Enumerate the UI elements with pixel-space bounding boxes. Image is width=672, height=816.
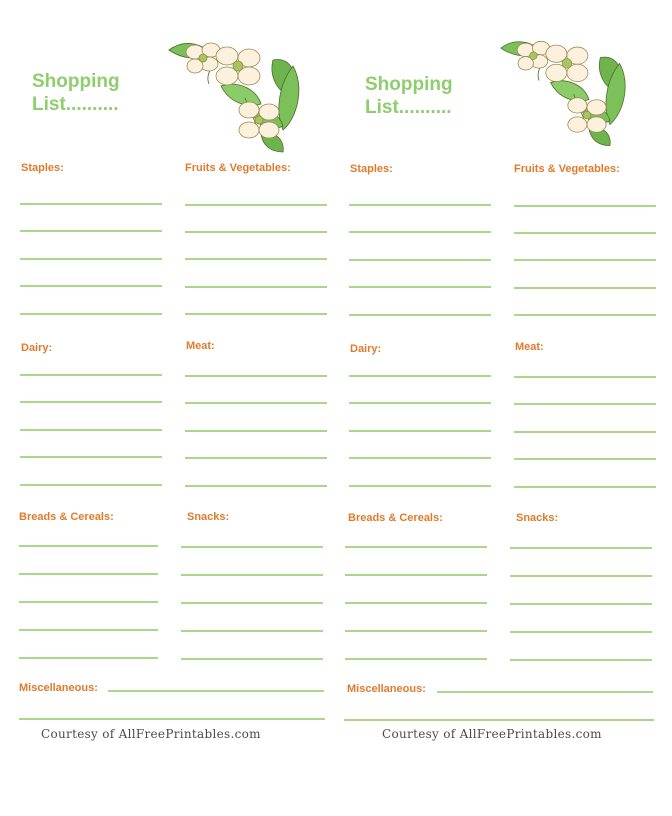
write-line[interactable] [185,402,327,404]
write-line[interactable] [19,545,158,547]
write-line[interactable] [514,486,656,488]
write-line[interactable] [345,658,487,660]
write-line[interactable] [20,401,162,403]
write-line[interactable] [349,314,491,316]
dogwood-flower-icon [165,38,305,156]
write-line[interactable] [185,286,327,288]
write-line[interactable] [510,659,652,661]
section-label-snacks: Snacks: [187,511,230,523]
write-line[interactable] [20,313,162,315]
write-line[interactable] [344,719,654,721]
write-line[interactable] [514,205,656,207]
section-label-meat: Meat: [515,341,544,353]
write-line[interactable] [185,258,327,260]
write-line[interactable] [349,204,491,206]
section-label-meat: Meat: [186,340,215,352]
write-line[interactable] [19,573,158,575]
write-line[interactable] [514,458,656,460]
write-line[interactable] [514,431,656,433]
write-line[interactable] [19,718,325,720]
section-label-breads-cereals: Breads & Cereals: [348,512,443,524]
write-line[interactable] [20,374,162,376]
write-line[interactable] [185,430,327,432]
list-title [365,73,453,119]
title-line-1: Shopping [365,74,453,95]
section-label-miscellaneous: Miscellaneous: [19,682,98,694]
write-line[interactable] [514,232,656,234]
write-line[interactable] [349,231,491,233]
title-line-1: Shopping [32,71,120,92]
write-line[interactable] [349,259,491,261]
write-line[interactable] [185,375,327,377]
write-line[interactable] [181,546,323,548]
write-line[interactable] [19,601,158,603]
write-line[interactable] [185,485,327,487]
section-label-dairy: Dairy: [350,343,382,355]
shopping-list-left [0,0,330,816]
shopping-list-right [330,0,660,816]
write-line[interactable] [349,457,491,459]
write-line[interactable] [514,314,656,316]
write-line[interactable] [185,204,327,206]
section-label-miscellaneous: Miscellaneous: [347,683,426,695]
write-line[interactable] [181,602,323,604]
write-line[interactable] [20,456,162,458]
write-line[interactable] [19,629,158,631]
write-line[interactable] [181,574,323,576]
write-line[interactable] [510,575,652,577]
write-line[interactable] [185,231,327,233]
dogwood-flower-icon [497,35,631,151]
write-line[interactable] [510,547,652,549]
write-line[interactable] [20,230,162,232]
write-line[interactable] [20,258,162,260]
section-label-staples: Staples: [350,163,393,175]
title-line-2: List.......... [365,97,452,118]
write-line[interactable] [514,403,656,405]
write-line[interactable] [185,313,327,315]
write-line[interactable] [20,484,162,486]
courtesy-text: Courtesy of AllFreePrintables.com [382,727,602,741]
write-line[interactable] [349,286,491,288]
write-line[interactable] [345,630,487,632]
section-label-snacks: Snacks: [516,512,559,524]
title-line-2: List.......... [32,94,119,115]
write-line[interactable] [510,631,652,633]
write-line[interactable] [108,690,324,692]
write-line[interactable] [345,602,487,604]
section-label-breads-cereals: Breads & Cereals: [19,511,114,523]
write-line[interactable] [19,657,158,659]
write-line[interactable] [345,574,487,576]
section-label-dairy: Dairy: [21,342,53,354]
write-line[interactable] [349,430,491,432]
write-line[interactable] [514,287,656,289]
write-line[interactable] [20,285,162,287]
section-label-fruits-vegetables: Fruits & Vegetables: [185,162,291,174]
write-line[interactable] [510,603,652,605]
courtesy-text: Courtesy of AllFreePrintables.com [41,727,261,741]
list-title [32,70,120,116]
write-line[interactable] [181,630,323,632]
write-line[interactable] [185,457,327,459]
write-line[interactable] [349,402,491,404]
write-line[interactable] [345,546,487,548]
write-line[interactable] [181,658,323,660]
write-line[interactable] [20,429,162,431]
write-line[interactable] [349,485,491,487]
section-label-staples: Staples: [21,162,64,174]
write-line[interactable] [20,203,162,205]
write-line[interactable] [514,376,656,378]
section-label-fruits-vegetables: Fruits & Vegetables: [514,163,620,175]
write-line[interactable] [437,691,653,693]
write-line[interactable] [514,259,656,261]
write-line[interactable] [349,375,491,377]
